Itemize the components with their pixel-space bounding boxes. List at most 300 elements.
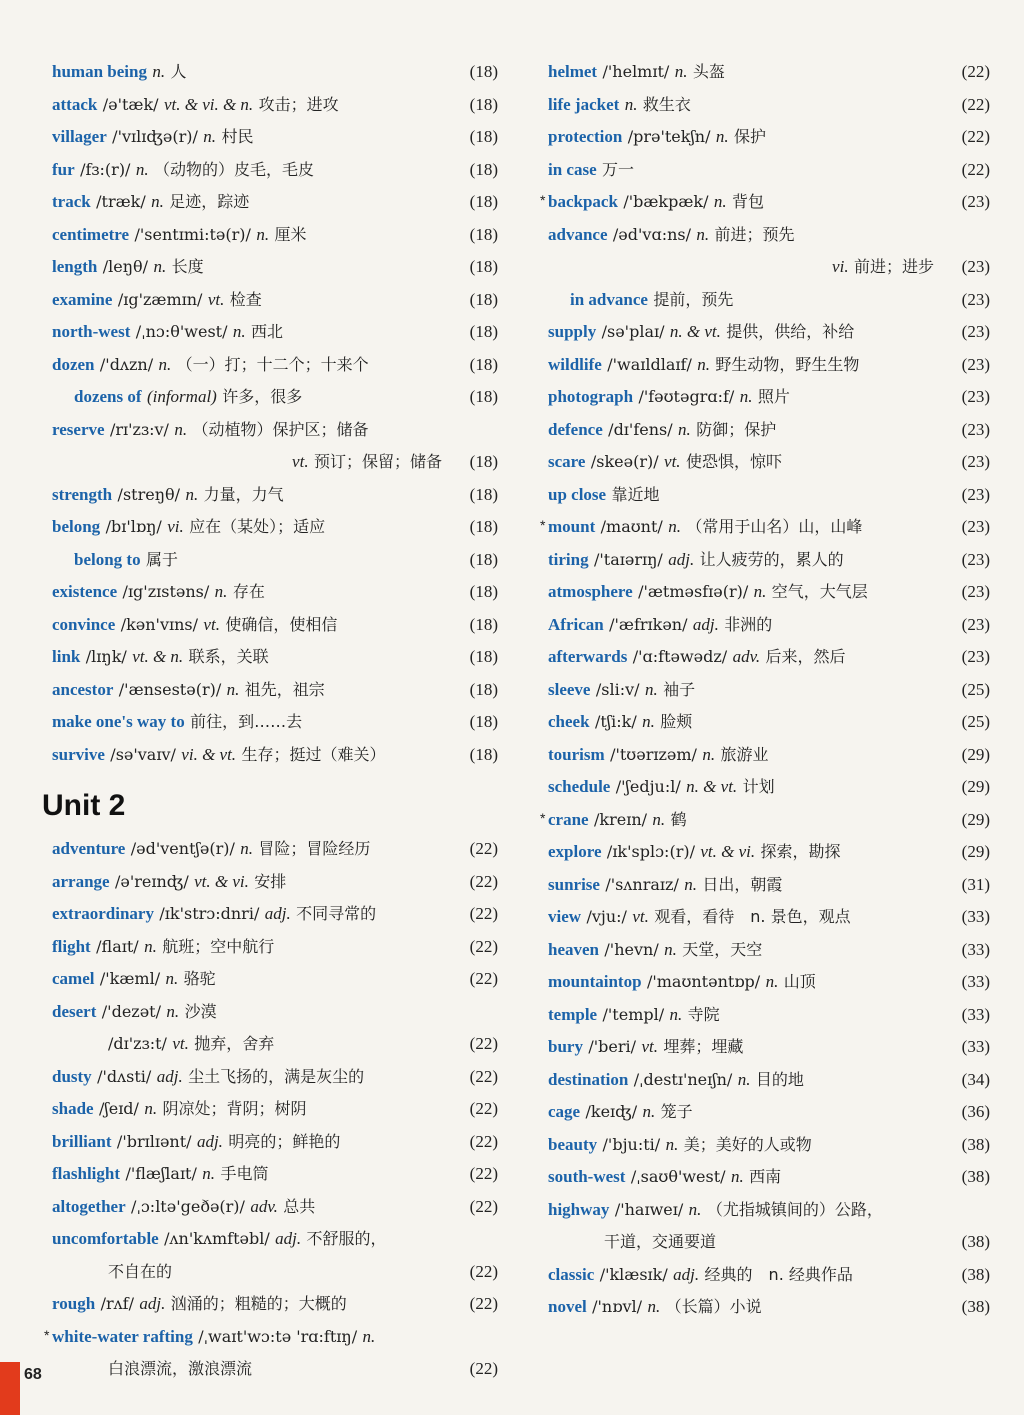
- vocab-entry: [548, 674, 990, 707]
- part-of-speech: n.: [730, 1167, 744, 1186]
- page-reference: (29): [961, 842, 990, 861]
- phonetic: /ə'reɪnʤ/: [115, 871, 189, 891]
- phonetic: /ɪg'zæmɪn/: [117, 289, 203, 309]
- page-reference: (38): [961, 1167, 990, 1186]
- page-reference: (22): [469, 1359, 498, 1378]
- part-of-speech: n. & vt.: [686, 777, 738, 796]
- part-of-speech: n.: [362, 1326, 376, 1346]
- vocab-entry: [52, 931, 498, 964]
- part-of-speech: n.: [678, 419, 691, 439]
- phonetic: /ʌn'kʌmftəbl/: [164, 1229, 270, 1248]
- chinese-meaning: 目的地: [755, 1069, 804, 1089]
- optional-word-asterisk: *: [540, 517, 546, 533]
- headword: sleeve: [548, 679, 591, 699]
- chinese-meaning: 力量，力气: [203, 484, 284, 504]
- page-reference: (23): [961, 452, 990, 471]
- page-reference: (23): [961, 257, 990, 276]
- vocab-entry: [52, 706, 498, 739]
- chinese-meaning: 后来，然后: [765, 647, 846, 666]
- phonetic: /'brɪlɪənt/: [116, 1131, 192, 1151]
- page-reference: (18): [469, 62, 498, 81]
- part-of-speech: n.: [688, 1199, 702, 1219]
- headword: shade: [52, 1099, 94, 1118]
- page-reference: (33): [961, 1004, 990, 1024]
- chinese-meaning: 骆驼: [183, 969, 216, 988]
- headword: up close: [548, 484, 607, 504]
- phonetic: /sə'vaɪv/: [110, 744, 176, 764]
- phonetic: /ɪk'strɔ:dnri/: [159, 904, 260, 923]
- vocab-entry: [52, 898, 498, 931]
- page-reference: (25): [961, 712, 990, 731]
- vocab-entry: [52, 186, 498, 219]
- chinese-meaning: 脸颊: [660, 712, 693, 731]
- vocab-entry: [52, 251, 498, 284]
- page-reference: (22): [961, 127, 990, 146]
- phonetic: /'dʌzn/: [99, 354, 154, 374]
- phonetic: /ˌwaɪt'wɔ:tə 'rɑ:ftɪŋ/: [198, 1326, 358, 1346]
- phonetic: /kreɪn/: [594, 809, 648, 829]
- page-reference: (22): [469, 1034, 498, 1053]
- headword: crane: [548, 809, 589, 829]
- headword: defence: [548, 419, 603, 439]
- phonetic: /rʌf/: [100, 1294, 134, 1313]
- part-of-speech: n.: [166, 1001, 180, 1021]
- phonetic: /'bækpæk/: [623, 192, 709, 211]
- page-reference: (38): [961, 1134, 990, 1154]
- headword: explore: [548, 842, 602, 861]
- entry-continuation: [52, 446, 498, 479]
- part-of-speech: n.: [684, 874, 697, 894]
- part-of-speech: n.: [715, 127, 729, 146]
- chinese-meaning: 使确信，使相信: [225, 614, 338, 634]
- headword: make one's way to: [52, 712, 185, 731]
- page-reference: (38): [961, 1297, 990, 1316]
- left-vocab-column: [42, 56, 498, 1386]
- phonetic: /dɪ'fens/: [608, 419, 673, 439]
- part-of-speech: n.: [153, 257, 167, 276]
- headword: human being: [52, 62, 147, 81]
- headword: north-west: [52, 322, 131, 341]
- page-reference: (23): [961, 419, 990, 439]
- chinese-meaning: 非洲的: [724, 614, 773, 634]
- vocab-entry: [548, 1291, 990, 1324]
- phonetic: /prə'tekʃn/: [627, 127, 711, 146]
- chinese-meaning: 鹤: [670, 809, 687, 829]
- phonetic: /'bju:ti/: [602, 1134, 661, 1154]
- headword: mount: [548, 517, 596, 536]
- entry-continuation: [548, 251, 990, 284]
- vocab-entry: [52, 576, 498, 609]
- part-of-speech: n.: [135, 159, 149, 179]
- phonetic: /'nɒvl/: [592, 1297, 643, 1316]
- entry-continuation: [548, 1226, 990, 1259]
- phonetic: /vju:/: [586, 907, 627, 926]
- part-of-speech: vi.: [167, 517, 184, 536]
- phonetic: /'ænsestə(r)/: [118, 679, 222, 699]
- headword: strength: [52, 484, 113, 504]
- headword: adventure: [52, 839, 126, 858]
- vocab-entry: [548, 836, 990, 869]
- chinese-meaning: 笼子: [660, 1102, 693, 1121]
- vocab-entry: [52, 833, 498, 866]
- page-reference: (23): [961, 322, 990, 341]
- phonetic: /'templ/: [602, 1004, 665, 1024]
- page-reference: (22): [469, 1196, 498, 1216]
- chinese-meaning: 厘米: [274, 224, 307, 244]
- phonetic: /tʃi:k/: [594, 712, 637, 731]
- chinese-meaning: 航班；空中航行: [162, 936, 275, 956]
- headword: rough: [52, 1294, 96, 1313]
- part-of-speech: n.: [696, 224, 710, 244]
- vocab-entry: [52, 1061, 498, 1094]
- optional-word-asterisk: *: [540, 192, 546, 208]
- chinese-meaning: 联系，关联: [188, 647, 269, 666]
- headword: highway: [548, 1199, 610, 1219]
- part-of-speech: n.: [152, 62, 166, 81]
- part-of-speech: vt.: [207, 289, 225, 309]
- part-of-speech: vt. & n.: [132, 647, 184, 666]
- part-of-speech: adj.: [673, 1264, 700, 1284]
- phonetic: /'haɪweɪ/: [614, 1199, 684, 1219]
- phonetic: /'taɪərɪŋ/: [594, 549, 663, 569]
- part-of-speech: n.: [203, 127, 217, 146]
- headword: dozen: [52, 354, 95, 374]
- part-of-speech: adj.: [139, 1294, 166, 1313]
- page-reference: (34): [961, 1069, 990, 1089]
- vocab-entry: [548, 771, 990, 804]
- phonetic: /'ætməsfɪə(r)/: [638, 582, 749, 601]
- part-of-speech: n.: [174, 419, 188, 439]
- part-of-speech: n.: [713, 192, 727, 211]
- part-of-speech: n.: [668, 517, 681, 536]
- chinese-meaning: 阴凉处；背阴；树阴: [162, 1099, 307, 1118]
- phonetic: /ˌnɔ:θ'west/: [135, 322, 228, 341]
- page-reference: (22): [469, 1131, 498, 1151]
- headword: helmet: [548, 62, 598, 81]
- part-of-speech: vt.: [632, 907, 649, 926]
- page-reference: (18): [469, 744, 498, 764]
- phonetic: /'vɪlɪʤə(r)/: [112, 127, 198, 146]
- chinese-meaning: 美；美好的人或物: [683, 1134, 812, 1154]
- page-reference: (18): [469, 94, 498, 114]
- headword: length: [52, 257, 98, 276]
- part-of-speech: n.: [624, 94, 638, 114]
- phrase-entry: [52, 381, 498, 414]
- part-of-speech: n.: [226, 679, 240, 699]
- vocab-entry: [52, 739, 498, 772]
- part-of-speech: n.: [765, 972, 779, 991]
- chinese-meaning: （动植物）保护区；储备: [192, 419, 369, 439]
- chinese-meaning: 日出，朝霞: [702, 874, 783, 894]
- chinese-meaning: 白浪漂流，激浪漂流: [108, 1359, 253, 1378]
- headword: novel: [548, 1297, 587, 1316]
- vocab-entry: [52, 1093, 498, 1126]
- vocab-entry: [548, 1096, 990, 1129]
- chinese-meaning: 靠近地: [611, 484, 660, 504]
- chinese-meaning: 冒险；冒险经历: [258, 839, 371, 858]
- unit-heading: Unit 2: [42, 789, 126, 822]
- headword: extraordinary: [52, 904, 154, 923]
- page-reference: (22): [469, 1294, 498, 1313]
- page-reference: (18): [469, 582, 498, 601]
- page-reference: (23): [961, 614, 990, 634]
- chinese-meaning: 尘土飞扬的，满是灰尘的: [188, 1066, 365, 1086]
- part-of-speech: n.: [256, 224, 270, 244]
- headword: cheek: [548, 712, 590, 731]
- vocab-entry: [52, 1191, 498, 1224]
- vocab-entry: [52, 1288, 498, 1321]
- headword: life jacket: [548, 94, 620, 114]
- chinese-meaning: 头盔: [692, 62, 725, 81]
- part-of-speech: vt.: [292, 452, 309, 471]
- headword: in advance: [570, 289, 648, 309]
- part-of-speech: vt. & vi.: [700, 842, 756, 861]
- vocab-entry: [548, 349, 990, 382]
- headword: African: [548, 614, 604, 634]
- headword: wildlife: [548, 354, 602, 374]
- chinese-meaning: 前往，到……去: [190, 712, 303, 731]
- page-reference: (36): [961, 1102, 990, 1121]
- chinese-meaning: 袖子: [663, 679, 696, 699]
- phonetic: /skeə(r)/: [590, 452, 659, 471]
- headword: belong to: [74, 549, 141, 569]
- part-of-speech: vt.: [203, 614, 220, 634]
- entry-continuation: [52, 1353, 498, 1386]
- headword: dusty: [52, 1066, 92, 1086]
- page-reference: (18): [469, 354, 498, 374]
- headword: temple: [548, 1004, 598, 1024]
- optional-word-asterisk: *: [540, 809, 546, 826]
- phonetic: /'waɪldlaɪf/: [607, 354, 692, 374]
- phonetic: /ˌɔ:ltə'geðə(r)/: [131, 1196, 245, 1216]
- vocab-entry: [548, 381, 990, 414]
- part-of-speech: adv.: [732, 647, 761, 666]
- chinese-meaning: （长篇）小说: [665, 1297, 762, 1316]
- headword: tiring: [548, 549, 589, 569]
- vocab-entry: [548, 739, 990, 772]
- vocab-entry: [52, 89, 498, 122]
- page-reference: (23): [961, 192, 990, 211]
- phonetic: /'fəʊtəgrɑ:f/: [638, 387, 735, 406]
- page-reference: (23): [961, 549, 990, 569]
- vocab-entry: [548, 1129, 990, 1162]
- chinese-meaning: 许多，很多: [222, 387, 303, 406]
- headword: destination: [548, 1069, 629, 1089]
- headword: view: [548, 907, 582, 926]
- vocab-entry: [52, 609, 498, 642]
- vocab-entry: [52, 284, 498, 317]
- vocab-entry: [540, 804, 990, 837]
- vocab-entry: [548, 1259, 990, 1292]
- page-reference: (23): [961, 289, 990, 309]
- part-of-speech: n.: [652, 809, 666, 829]
- page-reference: (23): [961, 387, 990, 406]
- part-of-speech: adj.: [264, 904, 291, 923]
- phonetic: /'ʃedju:l/: [615, 777, 681, 796]
- page-reference: (22): [469, 1164, 498, 1183]
- headword: existence: [52, 582, 118, 601]
- phonetic: /əd'vɑ:ns/: [612, 224, 691, 244]
- headword: attack: [52, 94, 98, 114]
- page-reference: (18): [469, 257, 498, 276]
- page-reference: (31): [961, 874, 990, 894]
- part-of-speech: n.: [702, 744, 716, 764]
- headword: bury: [548, 1037, 583, 1056]
- page-number: 68: [24, 1366, 42, 1383]
- chinese-meaning: 明亮的；鲜艳的: [228, 1131, 341, 1151]
- phonetic: /'helmɪt/: [602, 62, 670, 81]
- headword: protection: [548, 127, 623, 146]
- chinese-meaning: 安排: [254, 871, 287, 891]
- page-reference: (18): [469, 192, 498, 211]
- chinese-meaning: 手电筒: [220, 1164, 269, 1183]
- headword: flight: [52, 936, 91, 956]
- headword: villager: [52, 127, 107, 146]
- part-of-speech: adj.: [692, 614, 719, 634]
- headword: mountaintop: [548, 972, 642, 991]
- headword: scare: [548, 452, 586, 471]
- optional-word-asterisk: *: [44, 1326, 50, 1343]
- chinese-meaning: 救生衣: [642, 94, 691, 114]
- phonetic: /streŋθ/: [117, 484, 181, 504]
- headword: camel: [52, 969, 95, 988]
- chinese-meaning: 让人疲劳的，累人的: [699, 549, 844, 569]
- vocab-entry: [52, 56, 498, 89]
- chinese-meaning: 村民: [221, 127, 254, 146]
- part-of-speech: n.: [737, 1069, 751, 1089]
- phonetic: /'maʊntəntɒp/: [646, 972, 761, 991]
- chinese-meaning: 计划: [742, 777, 775, 796]
- chinese-meaning: 预订；保留；储备: [313, 452, 442, 471]
- page-reference: (18): [469, 159, 498, 179]
- page-reference: (29): [961, 777, 990, 796]
- page-reference: (22): [469, 969, 498, 988]
- vocab-entry: [52, 1158, 498, 1191]
- phonetic: /keɪʤ/: [585, 1102, 638, 1121]
- phonetic: /fɜ:(r)/: [80, 159, 131, 179]
- headword: uncomfortable: [52, 1229, 159, 1248]
- vocab-entry: [548, 316, 990, 349]
- vocab-entry: [52, 674, 498, 707]
- chinese-meaning: 应在（某处）；适应: [189, 517, 326, 536]
- vocab-entry: [52, 316, 498, 349]
- phonetic: /kən'vɪns/: [120, 614, 199, 634]
- headword: classic: [548, 1264, 595, 1284]
- vocab-entry: [548, 1161, 990, 1194]
- chinese-meaning: 前进；预先: [714, 224, 795, 244]
- vocab-entry: [44, 1321, 498, 1354]
- page-reference: (18): [469, 484, 498, 504]
- part-of-speech: adj.: [275, 1229, 302, 1248]
- page-reference: (23): [961, 517, 990, 536]
- vocab-entry: [548, 609, 990, 642]
- headword: photograph: [548, 387, 634, 406]
- chinese-meaning: （常用于山名）山，山峰: [686, 517, 863, 536]
- headword: centimetre: [52, 224, 130, 244]
- part-of-speech: n.: [739, 387, 753, 406]
- vocab-entry: [52, 414, 498, 447]
- chinese-meaning: 提供，供给，补给: [726, 322, 855, 341]
- vocab-entry: [52, 121, 498, 154]
- chinese-meaning: 山顶: [783, 972, 816, 991]
- vocab-entry: [540, 186, 990, 219]
- headword: advance: [548, 224, 608, 244]
- headword: ancestor: [52, 679, 114, 699]
- headword: survive: [52, 744, 105, 764]
- headword: white-water rafting: [52, 1326, 193, 1346]
- page-reference: (22): [961, 62, 990, 81]
- vocab-entry: [548, 869, 990, 902]
- chinese-meaning: 提前，预先: [653, 289, 734, 309]
- chinese-meaning: 空气，大气层: [771, 582, 868, 601]
- chinese-meaning: 总共: [283, 1196, 316, 1216]
- headword: brilliant: [52, 1131, 112, 1151]
- chinese-meaning: 人: [170, 62, 187, 81]
- page-reference: (18): [469, 322, 498, 341]
- part-of-speech: n.: [669, 1004, 683, 1024]
- chinese-meaning: 寺院: [687, 1004, 720, 1024]
- headword: convince: [52, 614, 116, 634]
- page-reference: (22): [961, 94, 990, 114]
- part-of-speech: n.: [642, 712, 655, 731]
- part-of-speech: n.: [664, 939, 677, 959]
- headword: dozens of: [74, 387, 142, 406]
- page-corner-marker: [0, 1362, 20, 1415]
- right-vocab-column: [540, 56, 990, 1324]
- phonetic: /'tʊərɪzəm/: [610, 744, 697, 764]
- headword: beauty: [548, 1134, 598, 1154]
- chinese-meaning: 探索，勘探: [760, 842, 841, 861]
- page-reference: (22): [469, 936, 498, 956]
- headword: cage: [548, 1102, 581, 1121]
- headword: desert: [52, 1001, 97, 1021]
- page-reference: (18): [469, 224, 498, 244]
- chinese-meaning: 天堂，天空: [682, 939, 763, 959]
- chinese-meaning: 背包: [732, 192, 765, 211]
- page-reference: (18): [469, 452, 498, 471]
- page-reference: (23): [961, 582, 990, 601]
- vocab-entry: [548, 446, 990, 479]
- vocab-entry: [548, 901, 990, 934]
- page-reference: (18): [469, 289, 498, 309]
- chinese-meaning: 干道，交通要道: [604, 1232, 717, 1251]
- chinese-meaning: 属于: [146, 549, 179, 569]
- vocab-entry: [52, 219, 498, 252]
- chinese-meaning: （尤指城镇间的）公路，: [706, 1199, 883, 1219]
- page-reference: (33): [961, 907, 990, 926]
- page-reference: (25): [961, 679, 990, 699]
- headword: schedule: [548, 777, 611, 796]
- chinese-meaning: 观看，看待 n. 景色，观点: [654, 907, 851, 926]
- vocab-entry: [540, 511, 990, 544]
- phonetic: /sli:v/: [595, 679, 640, 699]
- part-of-speech: n.: [144, 1099, 158, 1118]
- part-of-speech: n.: [165, 969, 179, 988]
- page-reference: (33): [961, 1037, 990, 1056]
- phonetic: /'flæʃlaɪt/: [125, 1164, 197, 1183]
- page-reference: (29): [961, 809, 990, 829]
- chinese-meaning: 长度: [171, 257, 204, 276]
- chinese-meaning: 使恐惧，惊吓: [685, 452, 782, 471]
- chinese-meaning: （动物的）皮毛，毛皮: [154, 159, 315, 179]
- headword: heaven: [548, 939, 599, 959]
- chinese-meaning: 不自在的: [108, 1261, 173, 1281]
- phonetic: /leŋθ/: [102, 257, 149, 276]
- chinese-meaning: 生存；挺过（难关）: [241, 744, 386, 764]
- page-reference: (23): [961, 647, 990, 666]
- entry-continuation: [52, 1028, 498, 1061]
- headword: in case: [548, 159, 597, 179]
